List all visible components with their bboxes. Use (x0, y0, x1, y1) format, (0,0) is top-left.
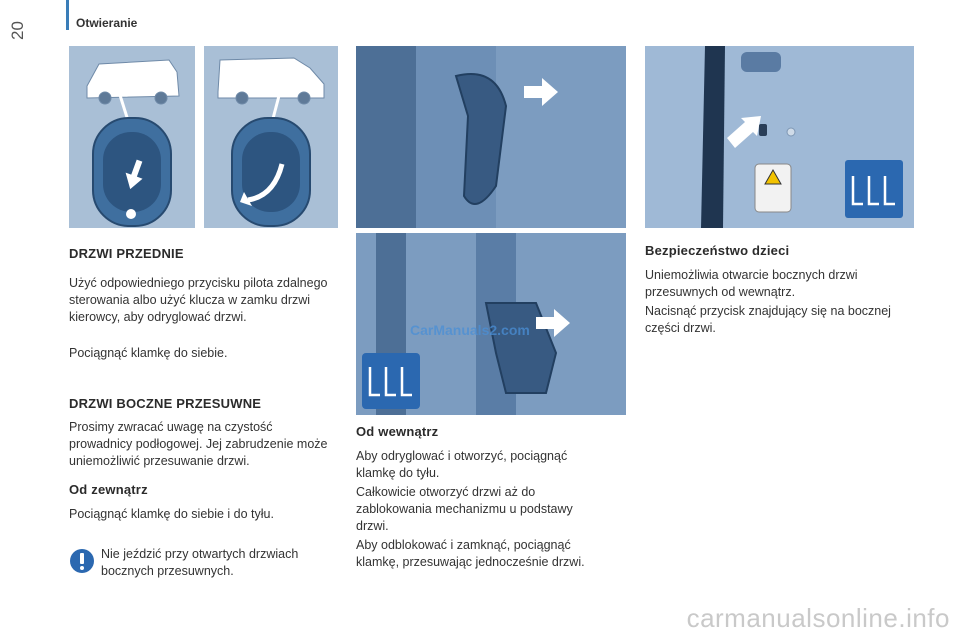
inside-heading: Od wewnątrz (356, 424, 439, 439)
child-safety-button-text: Nacisnąć przycisk znajdujący się na bocznej części drzwi. (645, 304, 891, 335)
outside-text: Pociągnąć klamkę do siebie i do tyłu. (69, 507, 274, 521)
child-lock-illustration (645, 46, 914, 228)
warning-icon (69, 548, 95, 574)
footer-watermark: carmanualsonline.info (686, 603, 950, 633)
front-door-handle-illustration (69, 46, 195, 228)
inside-open-text: Całkowicie otworzyć drzwi aż do zablokowania mechanizmu u podstawy drzwi. (356, 485, 573, 533)
sliding-doors-heading: DRZWI BOCZNE PRZESUWNE (69, 396, 262, 411)
sliding-door-outside-handle-illustration (204, 46, 338, 228)
inside-unlock-text: Aby odryglować i otworzyć, pociągnąć klamkę do tyłu. (356, 449, 568, 480)
outside-heading: Od zewnątrz (69, 482, 148, 497)
sliding-doors-text: Prosimy zwracać uwagę na czystość prowadnicy podłogowej. Jej zabrudzenie może uniemożliwić przesuwanie drzwi. (69, 420, 328, 468)
inside-close-text: Aby odblokować i zamknąć, pociągnąć klamkę, przesuwając jednocześnie drzwi. (356, 538, 585, 569)
van-icon (87, 60, 179, 104)
section-bar (66, 0, 69, 30)
sliding-door-inside-handle-illustration (356, 46, 626, 228)
section-title: Otwieranie (76, 16, 138, 30)
page-number: 20 (8, 21, 27, 40)
front-doors-heading: DRZWI PRZEDNIE (69, 246, 184, 261)
child-safety-heading: Bezpieczeństwo dzieci (645, 243, 790, 258)
child-safety-text: Uniemożliwia otwarcie bocznych drzwi przesuwnych od wewnątrz. (645, 268, 858, 299)
watermark: CarManuals2.com (410, 322, 530, 338)
front-doors-text: Użyć odpowiedniego przycisku pilota zdalnego sterowania albo użyć klucza w zamku drzwi kierowcy, aby odryglować drzwi. (69, 276, 328, 324)
warning-text: Nie jeździć przy otwartych drzwiach bocznych przesuwnych. (101, 547, 299, 578)
front-doors-pull-text: Pociągnąć klamkę do siebie. (69, 346, 228, 360)
